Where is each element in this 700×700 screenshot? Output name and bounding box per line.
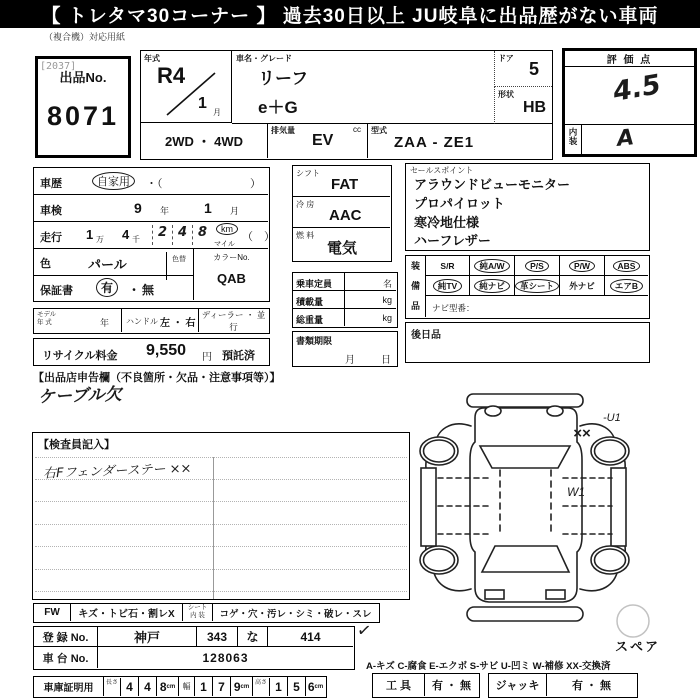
mileage-man-unit: 万 (96, 235, 104, 244)
powertrain-box (292, 165, 392, 262)
jack-box (488, 673, 638, 698)
seller-note: ケーブル欠 (37, 384, 122, 408)
sales-points-box (405, 163, 650, 251)
drive-cell: 2WD ・ 4WD (141, 123, 268, 158)
navi-model-label: ナビ型番： (432, 303, 475, 313)
name-cell (232, 51, 494, 124)
fuel-row (293, 228, 390, 258)
rating-label: 評 価 点 (565, 51, 694, 67)
ruled-line (35, 524, 407, 525)
ac-row (293, 197, 390, 228)
rear-window (482, 546, 569, 572)
equipment-item: P/S (515, 256, 560, 276)
garage-label: 車庫証明用 (34, 677, 104, 696)
seller-note-label: 【出品店申告欄（不良箇所・欠品・注意事項等）】 (33, 372, 281, 384)
mileage-sen: 4 (122, 227, 130, 242)
equipment-label-col (406, 256, 426, 317)
car-grade: e＋G (258, 98, 298, 117)
mileage-label: 走行 (40, 232, 62, 244)
equipment-item: ABS (605, 256, 648, 276)
vehicle-header-table (140, 50, 553, 160)
history-row (34, 168, 268, 195)
garage-width-digit: 7 (213, 677, 231, 696)
damage-mark-w1: W1 (567, 485, 585, 499)
jack-label: ジャッキ (489, 674, 547, 696)
recycle-unit: 円 (202, 352, 212, 363)
registration-row (34, 627, 353, 647)
inspector-box (32, 432, 410, 600)
inspection-month-unit: 月 (230, 206, 240, 216)
front-detail-left (485, 406, 501, 416)
garage-length-digit: 4 (139, 677, 157, 696)
mileage-digit-1: 2 (152, 225, 176, 245)
garage-length-digit: 4 (121, 677, 139, 696)
inspection-label: 車検 (40, 205, 62, 217)
history-value: 自家用 (92, 172, 135, 190)
month-value: 1 (198, 95, 207, 112)
equipment-item: P/W (560, 256, 605, 276)
spare-tire-circle (617, 605, 649, 637)
car-name: リーフ (258, 69, 309, 88)
mileage-digit-3: 8 (192, 225, 216, 245)
warranty-label: 保証書 (40, 285, 73, 297)
ac-label: 冷 房 (296, 200, 315, 209)
interior-label: 内装 (565, 125, 582, 155)
inspection-year-unit: 年 (160, 206, 170, 216)
history-paren-close: ） (250, 178, 261, 190)
garage-unit: cm (240, 683, 250, 690)
mileage-mile-unit: マイル (214, 241, 235, 248)
year-value: R4 (157, 63, 186, 88)
later-items-box (405, 322, 650, 363)
equipment-item: S/R (426, 256, 470, 276)
displacement-cell (268, 123, 368, 158)
equipment-item: 純TV (426, 276, 470, 296)
ruled-line (35, 569, 407, 570)
history-paren-open: ・（ (146, 178, 163, 190)
lot-number-box (35, 56, 131, 158)
capacity-unit: 名 (382, 279, 392, 289)
model-year-cell (34, 309, 122, 332)
fw-label: FW (34, 604, 71, 621)
car-body (470, 408, 582, 602)
warranty-row (34, 276, 193, 300)
gross-unit: kg (382, 313, 392, 323)
docs-label: 書類期限 (296, 336, 333, 346)
shift-value: FAT (331, 176, 359, 193)
garage-height-digit: 5 (288, 677, 306, 696)
color-label: 色 (40, 258, 51, 270)
fw-seat-row (33, 603, 380, 623)
shift-row (293, 166, 390, 197)
color-value: パール (88, 257, 127, 272)
rear-detail-right (546, 590, 565, 599)
handle-options: 左 ・ 右 (160, 318, 196, 329)
ruled-line (35, 546, 407, 547)
warranty-yes: 有 (96, 278, 118, 297)
later-items-label: 後日品 (411, 330, 441, 341)
capacity-label: 乗車定員 (293, 273, 345, 290)
chassis-label: 車 台 No. (34, 647, 98, 668)
seat-options: コゲ・穴・汚レ・シミ・破レ・スレ (219, 608, 372, 620)
ruled-line (35, 501, 407, 502)
door-label: ドア (498, 54, 514, 63)
inspector-label: 【検査員記入】 (38, 439, 115, 451)
sales-point: アラウンドビューモニター (414, 177, 571, 192)
equipment-label-char: 装 (411, 261, 421, 271)
fuel-label: 燃 料 (296, 231, 315, 240)
lot-number: 8071 (46, 101, 120, 131)
equipment-label-char: 品 (411, 301, 421, 311)
registration-checkmark: ✓ (355, 620, 373, 642)
model-year-row (33, 308, 270, 334)
chassis-number: 128063 (202, 650, 249, 665)
interior-grade: A (615, 125, 636, 152)
damage-mark-u1: -U1 (603, 412, 621, 424)
mileage-row (34, 222, 275, 249)
handle-cell (122, 309, 199, 332)
registration-number: 414 (300, 629, 321, 644)
wheel-rear-left-inner (424, 549, 455, 571)
mileage-sen-unit: 千 (132, 235, 140, 244)
chassis-row (34, 647, 353, 668)
sales-points-label: セールスポイント (410, 166, 474, 175)
color-no-cell (193, 249, 269, 300)
model-code-label: 型式 (371, 126, 387, 135)
displacement-value: EV (312, 132, 334, 149)
garage-width-digit: 9 cm (231, 677, 253, 696)
jack-options: 有 ・ 無 (571, 680, 612, 692)
banner: 【 トレタマ30コーナー 】 過去30日以上 JU岐阜に出品歴がない車両 (0, 0, 700, 28)
load-unit: kg (382, 295, 392, 305)
docs-month-unit: 月 (345, 355, 355, 366)
damage-mark-xx: ×× (573, 425, 591, 442)
equipment-item: 純ナビ (470, 276, 515, 296)
seat-label: シート 内 装 (183, 604, 213, 621)
mileage-km-unit: km (216, 223, 238, 235)
year-label: 年式 (144, 54, 160, 63)
shift-label: シフト (296, 169, 320, 178)
fw-options: キズ・トビ石・割レX (71, 604, 183, 621)
lot-watermark: [2037] (40, 61, 77, 72)
shape-cell (494, 87, 552, 124)
equipment-label-char: 備 (411, 281, 421, 291)
model-code-cell (368, 123, 551, 158)
capacity-row (293, 273, 396, 291)
sales-point: 寒冷地仕様 (414, 215, 480, 230)
model-year-label: モデル 年 式 (37, 311, 57, 327)
displacement-unit: cc (353, 125, 361, 134)
tools-options: 有 ・ 無 (431, 680, 472, 692)
front-detail-right (547, 406, 563, 416)
color-no-label: カラーNo. (213, 253, 250, 262)
displacement-label: 排気量 (271, 126, 295, 135)
load-row (293, 291, 396, 309)
garage-width-label: 幅 (179, 677, 195, 696)
recycle-status: 預託済 (222, 350, 255, 362)
fuel-value: 電気 (327, 240, 358, 257)
inspection-row (34, 195, 268, 222)
garage-length-digit: 8 cm (157, 677, 179, 696)
warranty-no: 無 (142, 283, 155, 297)
garage-height-digit: 1 (270, 677, 288, 696)
inspection-month: 1 (204, 200, 212, 216)
sales-point: プロパイロット (414, 196, 505, 211)
color-no-value: QAB (217, 271, 246, 286)
model-year-unit: 年 (100, 318, 110, 328)
tools-box (372, 673, 480, 698)
inspector-note: 右Fフェンダーステー ×× (42, 461, 192, 482)
lot-label: 出品No. (59, 70, 107, 85)
rear-detail-left (485, 590, 504, 599)
paper-note: （複合機）対応用紙 (44, 32, 126, 42)
recycle-label: リサイクル料金 (42, 350, 118, 362)
car-right-sill (611, 468, 626, 546)
ruled-line (35, 457, 407, 458)
inspection-year: 9 (134, 200, 142, 216)
docs-deadline-box (292, 331, 398, 367)
weights-box (292, 272, 398, 328)
car-left-sill (421, 468, 436, 546)
mileage-mile-paren: （ ） (242, 231, 275, 243)
wheel-front-left-inner (424, 440, 455, 462)
model-code-value: ZAA - ZE1 (394, 134, 475, 151)
wheel-front-right-inner (595, 440, 626, 462)
damage-legend: A-キズ C-腐食 E-エクボ S-サビ U-凹ミ W-補修 XX-交換済 (366, 661, 611, 672)
color-row (34, 249, 193, 276)
garage-height-digit: 6 cm (307, 679, 324, 694)
shape-label: 形状 (498, 90, 514, 99)
gross-label: 総重量 (293, 309, 345, 326)
equipment-item: 革シート (515, 276, 560, 296)
spare-label: スペア (615, 639, 661, 654)
dealer-cell: ディーラー ・ 並行 (201, 309, 266, 332)
door-cell (494, 51, 552, 87)
front-bumper (467, 394, 583, 407)
docs-day-unit: 日 (381, 355, 391, 366)
car-outline (420, 394, 629, 621)
year-cell (141, 51, 232, 123)
shape-value: HB (523, 99, 547, 116)
ac-value: AAC (329, 207, 362, 224)
garage-row (33, 676, 327, 698)
registration-office: 神戸 (98, 627, 197, 646)
month-unit: 月 (213, 108, 221, 117)
rating-score: 4.5 (610, 69, 664, 108)
recycle-amount: 9,550 (146, 342, 187, 359)
equipment-item: エアB (605, 276, 648, 296)
garage-unit: cm (314, 683, 324, 690)
wheel-rear-right-inner (595, 549, 626, 571)
registration-kana: な (238, 627, 268, 646)
equipment-item: 外ナビ (560, 276, 605, 296)
ruled-line (35, 591, 407, 592)
registration-table (33, 626, 355, 670)
handle-label: ハンドル (126, 317, 158, 326)
ruled-line (35, 479, 407, 480)
warranty-dot: ・ (128, 283, 141, 297)
interior-row (565, 124, 694, 155)
gross-row (293, 309, 396, 326)
rear-bumper (467, 607, 583, 621)
garage-unit: cm (166, 683, 176, 690)
equipment-box (405, 255, 650, 319)
garage-length-label: 長さ (104, 678, 121, 696)
equipment-item: 純A/W (470, 256, 515, 276)
registration-class: 343 (197, 627, 238, 646)
history-label: 車歴 (40, 178, 62, 190)
door-value: 5 (529, 59, 540, 79)
name-label: 車名・グレード (236, 54, 292, 63)
rating-box (562, 48, 697, 157)
color-change-label: 色替 (166, 252, 191, 280)
mileage-digit-2: 4 (172, 225, 196, 245)
tools-label: 工 具 (373, 674, 425, 696)
ruled-divider (213, 457, 214, 599)
mileage-man: 1 (86, 227, 94, 242)
garage-width-digit: 1 (195, 677, 213, 696)
load-label: 積載量 (293, 291, 345, 308)
registration-label: 登 録 No. (34, 627, 98, 646)
garage-height-label: 高さ (253, 678, 270, 696)
windshield (480, 446, 570, 468)
details-table (33, 167, 275, 302)
sales-point: ハーフレザー (414, 233, 491, 248)
car-damage-diagram (405, 388, 700, 665)
recycle-fee-box (33, 338, 270, 366)
